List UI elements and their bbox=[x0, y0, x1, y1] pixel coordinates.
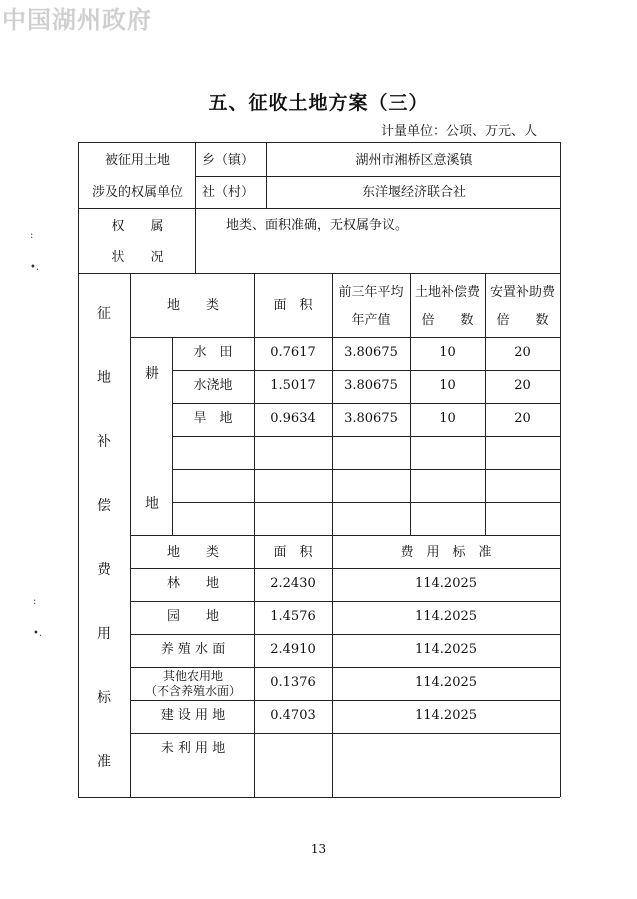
grid-line bbox=[266, 142, 267, 208]
header-area: 面 积 bbox=[273, 297, 313, 313]
side-label-char: 征 bbox=[97, 306, 111, 323]
scan-mark: : bbox=[33, 596, 37, 607]
status-label-line2: 状 况 bbox=[111, 249, 164, 265]
cultivated-row-resettle-mult bbox=[487, 436, 558, 469]
village-label: 社（村） bbox=[202, 184, 255, 200]
header-avg-line1: 前三年平均 bbox=[338, 284, 404, 300]
grid-line bbox=[172, 469, 560, 470]
cultivated-row-land-mult bbox=[412, 502, 483, 535]
grid-line bbox=[195, 176, 560, 177]
township-value: 湖州市湘桥区意溪镇 bbox=[355, 152, 473, 168]
other-row-type: 未 利 用 地 bbox=[160, 741, 226, 757]
grid-line bbox=[130, 733, 560, 734]
grid-line bbox=[254, 273, 255, 535]
cultivated-group-label-bottom: 地 bbox=[145, 496, 159, 513]
grid-line bbox=[130, 667, 560, 668]
grid-line bbox=[130, 337, 560, 338]
side-label-char: 偿 bbox=[97, 498, 111, 515]
other-row-area: 0.4703 bbox=[270, 708, 316, 724]
scan-mark: •. bbox=[33, 628, 43, 639]
page-number: 13 bbox=[310, 842, 327, 856]
header-land-comp-line2: 倍 数 bbox=[421, 312, 474, 328]
ownership-label-line1: 被征用土地 bbox=[104, 152, 170, 168]
header-land-comp-line1: 土地补偿费 bbox=[414, 284, 480, 300]
cultivated-row-resettle-mult: 20 bbox=[514, 345, 531, 361]
other-row-area bbox=[256, 733, 330, 766]
grid-line bbox=[78, 273, 560, 274]
other-row-standard: 114.2025 bbox=[414, 708, 478, 724]
grid-line bbox=[130, 601, 560, 602]
other-row-type: 养 殖 水 面 bbox=[160, 642, 226, 658]
other-row-type: 建 设 用 地 bbox=[160, 708, 226, 724]
cultivated-row-resettle-mult: 20 bbox=[514, 411, 531, 427]
grid-line bbox=[410, 273, 411, 535]
page-title: 五、征收土地方案（三） bbox=[208, 92, 429, 114]
side-label-char: 费 bbox=[97, 562, 111, 579]
cultivated-row-avg: 3.80675 bbox=[344, 411, 398, 427]
header-resettle-line1: 安置补助费 bbox=[489, 284, 555, 300]
grid-line bbox=[172, 403, 560, 404]
cultivated-row-type bbox=[174, 436, 252, 469]
grid-line bbox=[78, 142, 79, 797]
cultivated-row-type: 水 田 bbox=[193, 345, 233, 361]
side-label-char: 准 bbox=[97, 754, 111, 771]
grid-line bbox=[78, 208, 560, 209]
cultivated-row-land-mult: 10 bbox=[439, 411, 456, 427]
grid-line bbox=[172, 370, 560, 371]
cultivated-row-type: 水浇地 bbox=[193, 378, 233, 394]
grid-line bbox=[130, 634, 560, 635]
grid-line bbox=[485, 273, 486, 535]
cultivated-row-resettle-mult bbox=[487, 502, 558, 535]
other-row-area: 2.2430 bbox=[270, 576, 316, 592]
scan-mark: : bbox=[30, 230, 34, 241]
cultivated-row-land-mult bbox=[412, 436, 483, 469]
cultivated-row-type bbox=[174, 502, 252, 535]
header-avg-line2: 年产值 bbox=[351, 312, 391, 328]
side-label-char: 补 bbox=[97, 434, 111, 451]
other-row-standard: 114.2025 bbox=[414, 576, 478, 592]
other-row-area: 0.1376 bbox=[270, 675, 316, 691]
village-value: 东洋堰经济联合社 bbox=[361, 184, 466, 200]
cultivated-row-avg bbox=[334, 502, 408, 535]
grid-line bbox=[130, 568, 560, 569]
cultivated-row-resettle-mult: 20 bbox=[514, 378, 531, 394]
side-label-char: 标 bbox=[97, 690, 111, 707]
cultivated-row-land-mult: 10 bbox=[439, 345, 456, 361]
watermark-logo: 中国湖州政府 bbox=[2, 5, 152, 34]
grid-line bbox=[332, 273, 333, 535]
cultivated-row-resettle-mult bbox=[487, 469, 558, 502]
status-value: 地类、面积准确，无权属争议。 bbox=[226, 217, 409, 233]
cultivated-row-area bbox=[256, 469, 330, 502]
other-row-type: 园 地 bbox=[166, 609, 219, 625]
grid-line bbox=[254, 535, 255, 797]
scan-mark: •. bbox=[30, 262, 40, 273]
other-header-area: 面 积 bbox=[273, 544, 313, 560]
cultivated-row-area: 0.7617 bbox=[270, 345, 316, 361]
side-label-char: 地 bbox=[97, 370, 111, 387]
cultivated-row-type: 旱 地 bbox=[193, 411, 233, 427]
ownership-label-line2: 涉及的权属单位 bbox=[91, 184, 183, 200]
header-resettle-line2: 倍 数 bbox=[496, 312, 549, 328]
other-row-standard: 114.2025 bbox=[414, 642, 478, 658]
status-label-line1: 权 属 bbox=[111, 218, 164, 234]
cultivated-row-area bbox=[256, 502, 330, 535]
other-header-land-type: 地 类 bbox=[166, 544, 219, 560]
other-row-standard: 114.2025 bbox=[414, 609, 478, 625]
grid-line bbox=[130, 700, 560, 701]
other-row-type: 林 地 bbox=[166, 576, 219, 592]
cultivated-row-type bbox=[174, 469, 252, 502]
unit-note: 计量单位：公项、万元、人 bbox=[380, 124, 537, 139]
cultivated-row-land-mult bbox=[412, 469, 483, 502]
township-label: 乡（镇） bbox=[202, 152, 255, 168]
cultivated-row-avg: 3.80675 bbox=[344, 345, 398, 361]
side-label-char: 用 bbox=[97, 626, 111, 643]
cultivated-row-avg: 3.80675 bbox=[344, 378, 398, 394]
other-row-standard: 114.2025 bbox=[414, 675, 478, 691]
cultivated-row-avg bbox=[334, 469, 408, 502]
grid-line bbox=[172, 436, 560, 437]
cultivated-row-land-mult: 10 bbox=[439, 378, 456, 394]
grid-line bbox=[78, 142, 560, 143]
grid-line bbox=[332, 535, 333, 797]
other-row-standard bbox=[334, 733, 558, 766]
grid-line bbox=[560, 142, 561, 797]
cultivated-group-label-top: 耕 bbox=[145, 366, 159, 383]
cultivated-row-avg bbox=[334, 436, 408, 469]
grid-line bbox=[78, 797, 560, 798]
header-land-type: 地 类 bbox=[166, 297, 219, 313]
cultivated-row-area bbox=[256, 436, 330, 469]
other-row-type: 其他农用地 （不含养殖水面） bbox=[144, 668, 241, 698]
cultivated-row-area: 0.9634 bbox=[270, 411, 316, 427]
other-header-standard: 费 用 标 准 bbox=[400, 544, 492, 560]
grid-line bbox=[130, 535, 560, 536]
cultivated-row-area: 1.5017 bbox=[270, 378, 316, 394]
other-row-area: 2.4910 bbox=[270, 642, 316, 658]
other-row-area: 1.4576 bbox=[270, 609, 316, 625]
grid-line bbox=[172, 502, 560, 503]
